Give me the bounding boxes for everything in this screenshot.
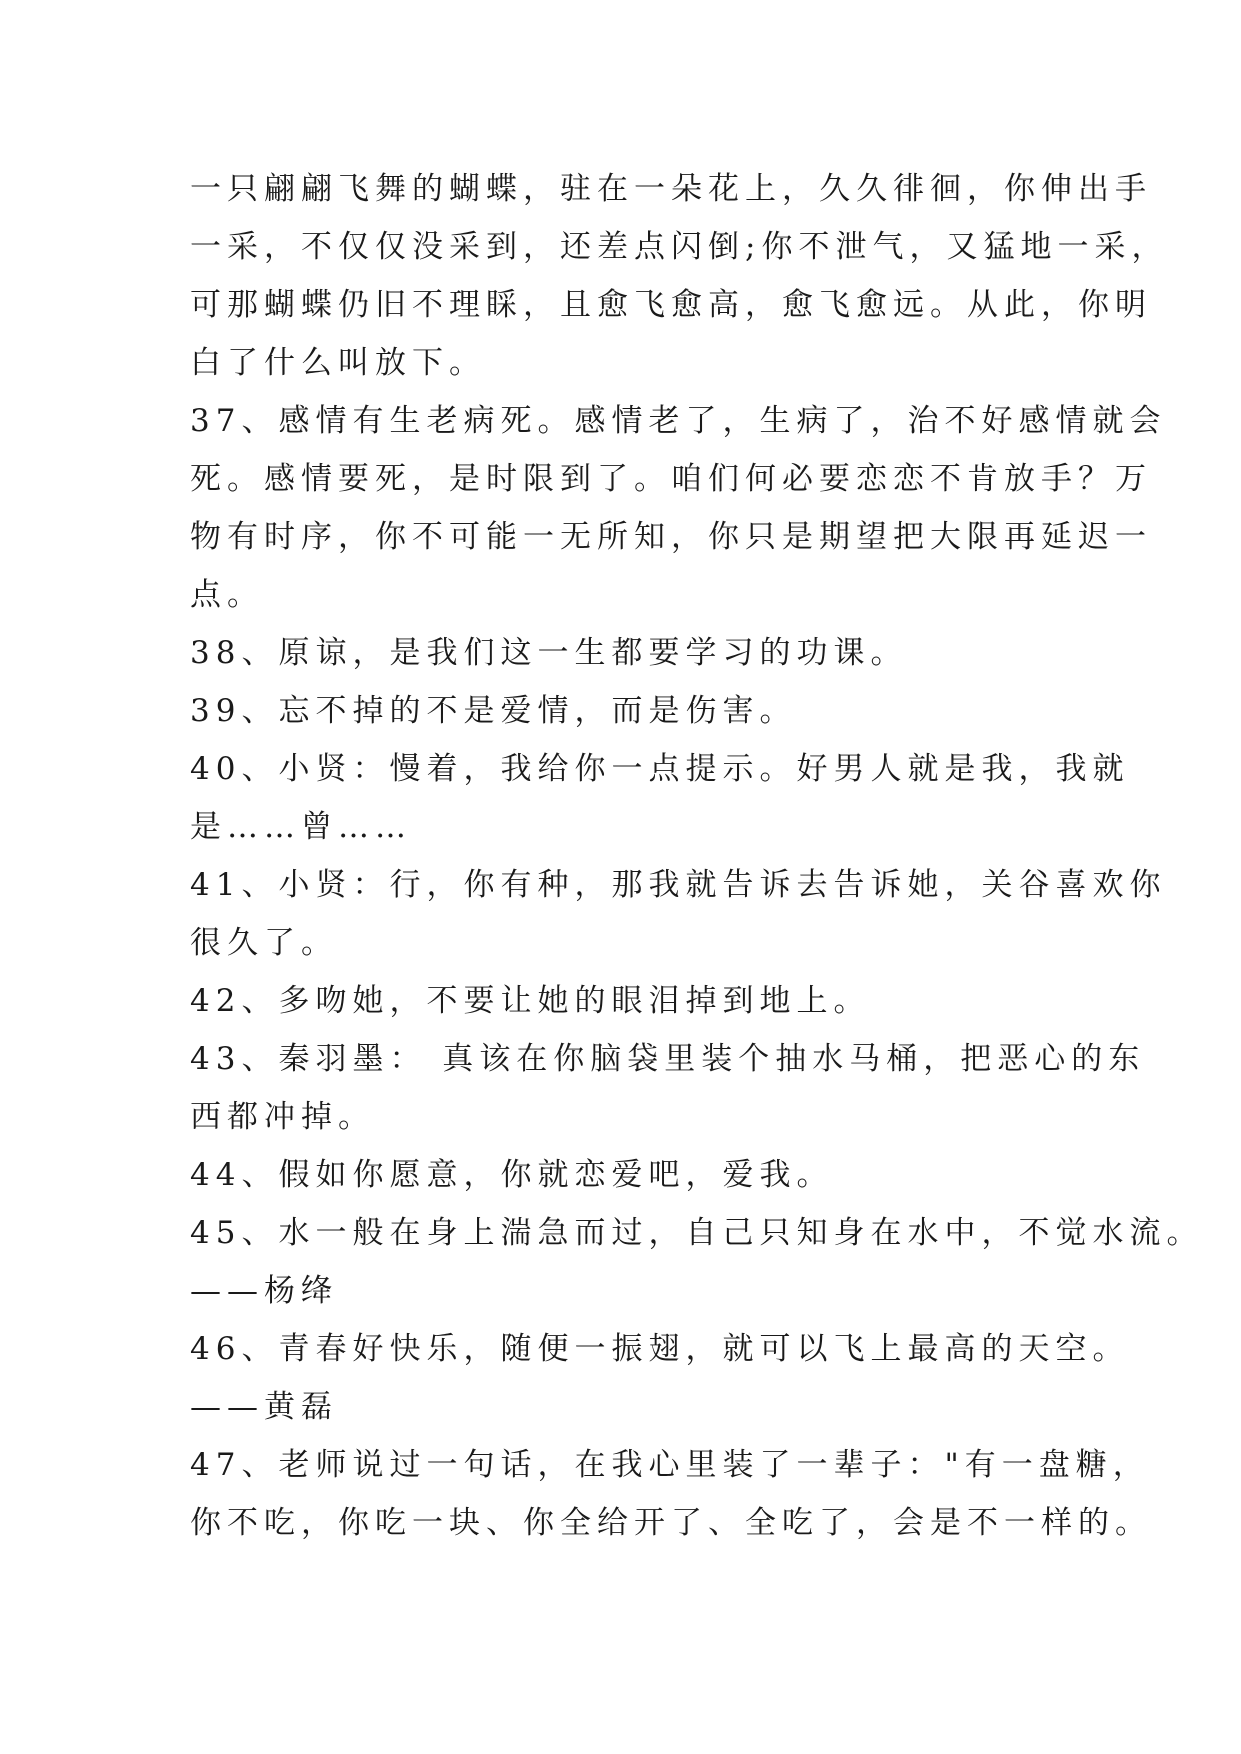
text-line: 点。	[190, 577, 264, 613]
text-line: 39、忘不掉的不是爱情，而是伤害。	[190, 693, 797, 729]
text-line: ——黄磊	[190, 1389, 338, 1425]
text-line: 47、老师说过一句话，在我心里装了一辈子："有一盘糖，	[190, 1447, 1150, 1483]
text-line: 41、小贤：行，你有种，那我就告诉去告诉她，关谷喜欢你	[190, 867, 1167, 903]
text-line: 42、多吻她，不要让她的眼泪掉到地上。	[190, 983, 871, 1019]
text-line: 一只翩翩飞舞的蝴蝶，驻在一朵花上，久久徘徊，你伸出手	[190, 171, 1152, 207]
text-line: 你不吃，你吃一块、你全给开了、全吃了，会是不一样的。	[190, 1505, 1152, 1541]
document-body	[190, 160, 1204, 1552]
text-line: 物有时序，你不可能一无所知，你只是期望把大限再延迟一	[190, 519, 1152, 555]
text-line: 46、青春好快乐，随便一振翅，就可以飞上最高的天空。	[190, 1331, 1130, 1367]
text-line: 44、假如你愿意，你就恋爱吧，爱我。	[190, 1157, 834, 1193]
text-line: 很久了。	[190, 925, 338, 961]
text-line: 西都冲掉。	[190, 1099, 375, 1135]
text-line: 40、小贤：慢着，我给你一点提示。好男人就是我，我就	[190, 751, 1130, 787]
text-line: 白了什么叫放下。	[190, 345, 486, 381]
text-line: 45、水一般在身上湍急而过，自己只知身在水中，不觉水流。	[190, 1215, 1204, 1251]
text-line: 38、原谅，是我们这一生都要学习的功课。	[190, 635, 908, 671]
text-line: 37、感情有生老病死。感情老了，生病了，治不好感情就会	[190, 403, 1167, 439]
text-line: ——杨绛	[190, 1273, 338, 1309]
text-line: 一采，不仅仅没采到，还差点闪倒;你不泄气，又猛地一采，	[190, 229, 1169, 265]
text-line: 43、秦羽墨： 真该在你脑袋里装个抽水马桶，把恶心的东	[190, 1041, 1146, 1077]
text-line: 死。感情要死，是时限到了。咱们何必要恋恋不肯放手？万	[190, 461, 1152, 497]
text-line: 可那蝴蝶仍旧不理睬，且愈飞愈高，愈飞愈远。从此，你明	[190, 287, 1152, 323]
text-line: 是……曾……	[190, 809, 412, 845]
